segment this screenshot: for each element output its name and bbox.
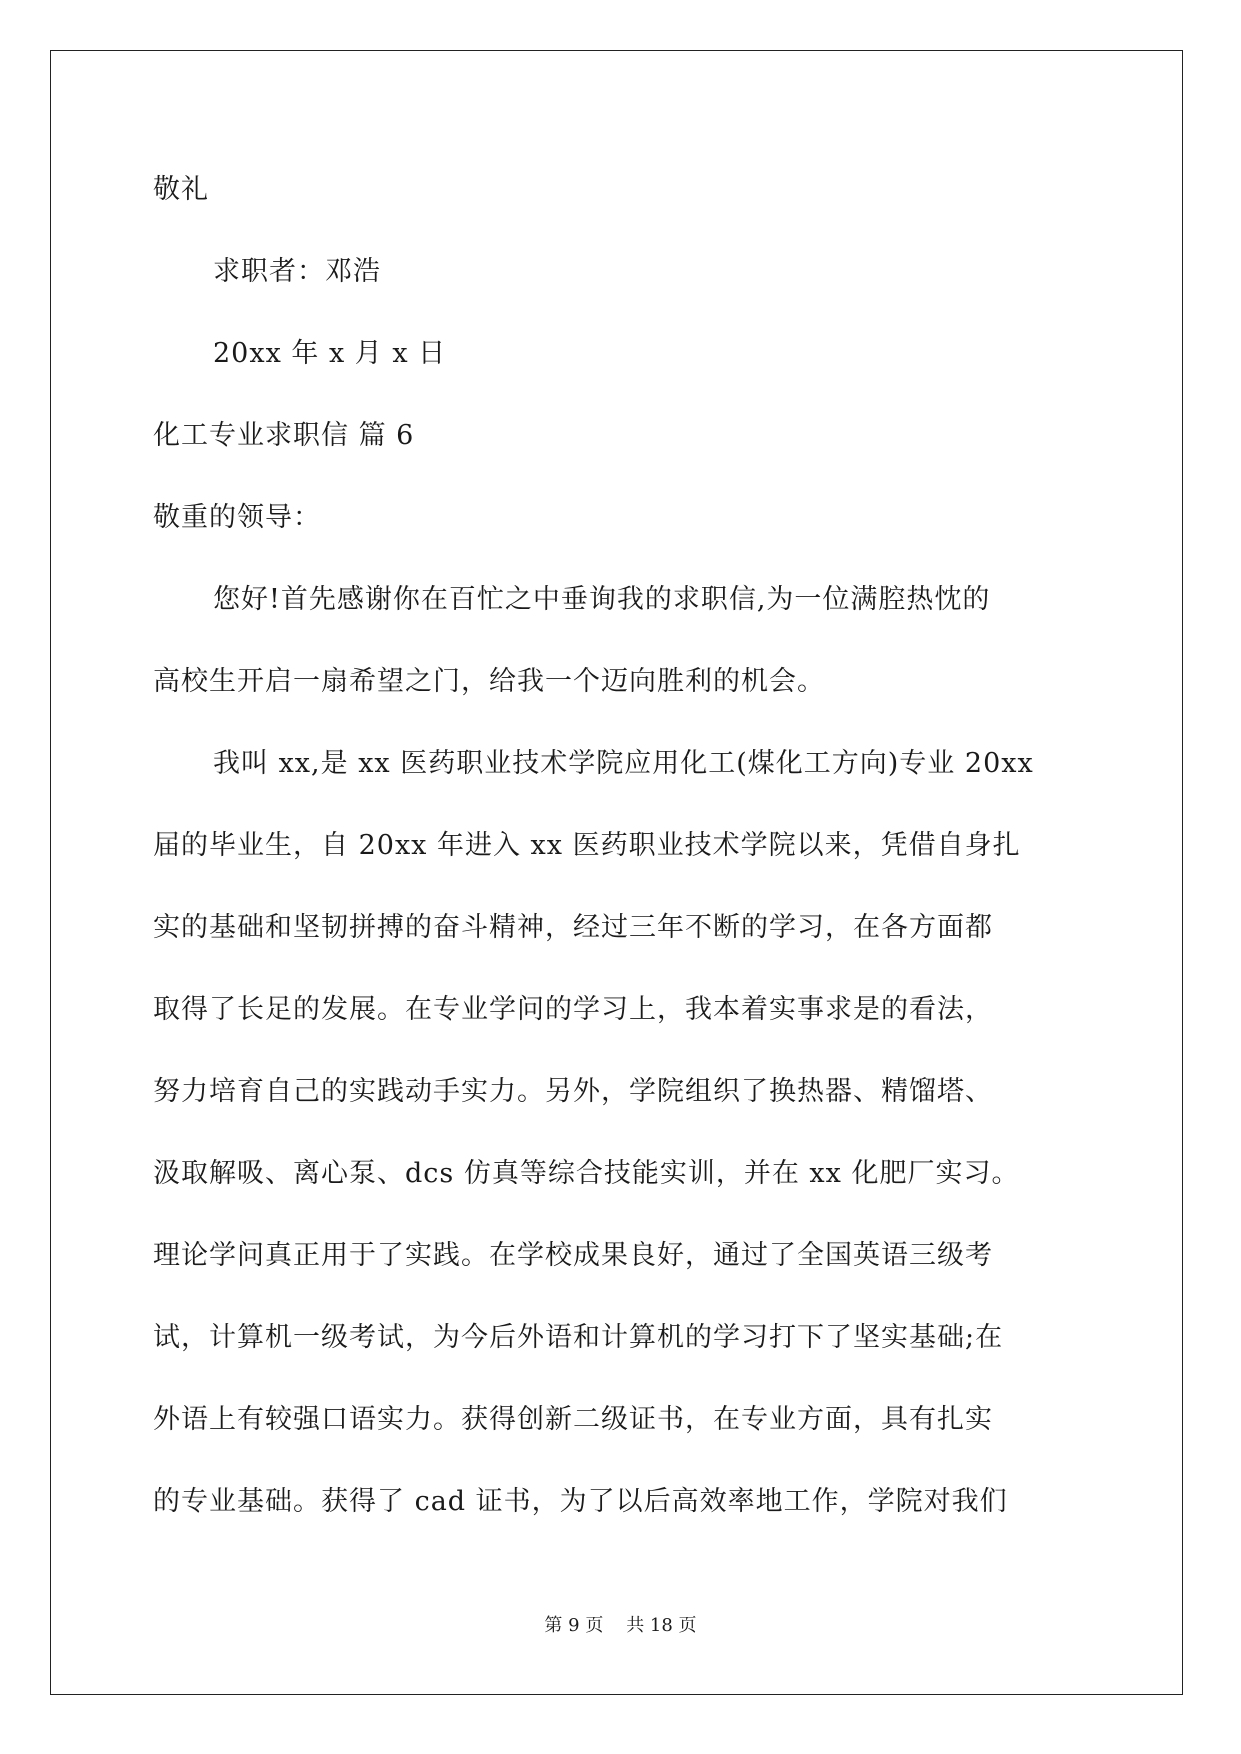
body-text-line: 我叫 xx,是 xx 医药职业技术学院应用化工(煤化工方向)专业 20xx	[213, 748, 1034, 779]
date-line: 20xx 年 x 月 x 日	[213, 338, 447, 369]
body-text-line: 理论学问真正用于了实践。在学校成果良好，通过了全国英语三级考	[153, 1240, 993, 1271]
body-text-line: 高校生开启一扇希望之门，给我一个迈向胜利的机会。	[153, 666, 825, 697]
body-text-line: 届的毕业生，自 20xx 年进入 xx 医药职业技术学院以来，凭借自身扎	[153, 830, 1021, 861]
body-text-line: 的专业基础。获得了 cad 证书，为了以后高效率地工作，学院对我们	[153, 1486, 1008, 1517]
body-text-line: 汲取解吸、离心泵、dcs 仿真等综合技能实训，并在 xx 化肥厂实习。	[153, 1158, 1020, 1189]
closing-salute: 敬礼	[153, 174, 209, 205]
body-text-line: 外语上有较强口语实力。获得创新二级证书，在专业方面，具有扎实	[153, 1404, 993, 1435]
body-text-line: 您好!首先感谢你在百忙之中垂询我的求职信,为一位满腔热忱的	[213, 584, 991, 615]
page-frame	[50, 50, 1183, 1695]
body-text-line: 取得了长足的发展。在专业学问的学习上，我本着实事求是的看法，	[153, 994, 993, 1025]
section-heading: 化工专业求职信 篇 6	[153, 420, 415, 451]
body-text-line: 实的基础和坚韧拼搏的奋斗精神，经过三年不断的学习，在各方面都	[153, 912, 993, 943]
body-text-line: 试，计算机一级考试，为今后外语和计算机的学习打下了坚实基础;在	[153, 1322, 1004, 1353]
page-number-footer: 第 9 页 共 18 页	[544, 1615, 697, 1636]
greeting-line: 敬重的领导：	[153, 502, 321, 533]
signature-line: 求职者：邓浩	[213, 256, 381, 287]
body-text-line: 努力培育自己的实践动手实力。另外，学院组织了换热器、精馏塔、	[153, 1076, 993, 1107]
